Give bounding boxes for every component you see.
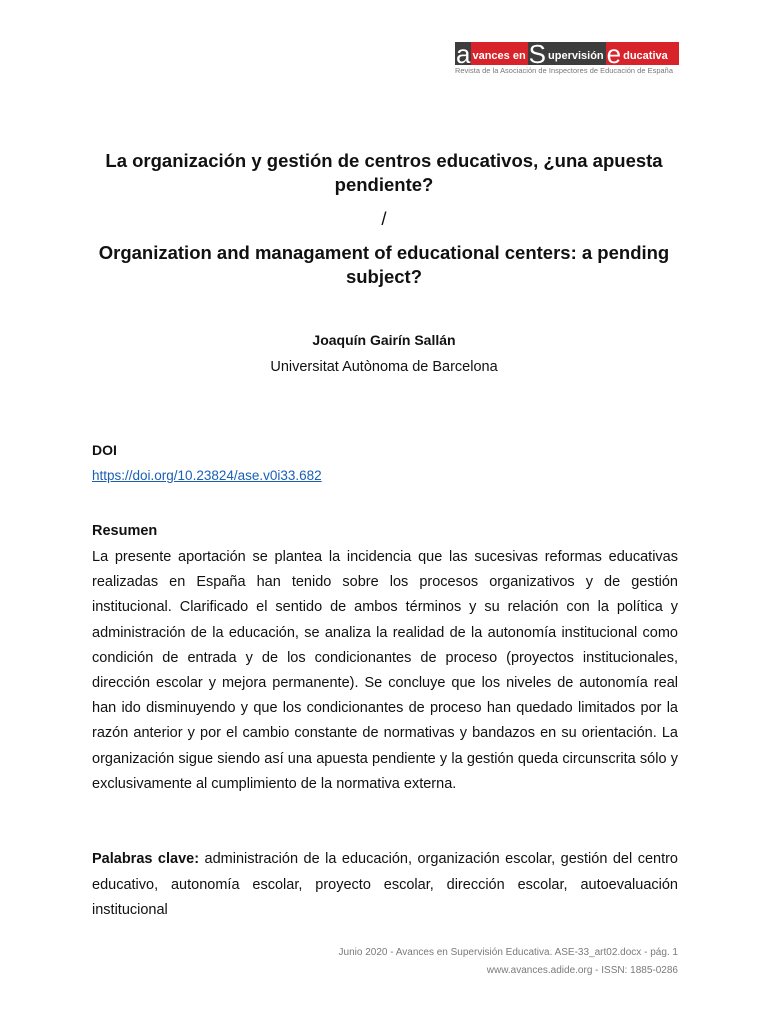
doi-label: DOI [92,442,117,458]
logo-segment-words [471,42,527,65]
title-spanish: La organización y gestión de centros educativos, ¿una apuesta pendiente? [105,150,663,195]
logo-subtitle: Revista de la Asociación de Inspectores de Educación de España [455,66,673,75]
author-name: Joaquín Gairín Sallán [312,332,456,348]
author-affiliation: Universitat Autònoma de Barcelona [270,359,498,375]
page-footer [339,944,678,980]
title-english: Organization and managament of educational centers: a pending subject? [98,242,670,287]
keywords-label: Palabras clave: [92,851,200,867]
logo-letter-s: S [528,39,547,69]
logo-letter-a: a [456,39,471,69]
logo-letter-e: e [606,39,622,69]
logo-segment-avances [455,39,471,69]
abstract-text: La presente aportación se plantea la incidencia que las sucesivas reformas educativas realizadas en España han tenido sobre los procesos organizativos y de gestión institucional. Clarificado el sentido de ambos términos y su relación con la política y administración de la educación, se analiza la realidad de la autonomía institucional como condición de entrada y de los condicionantes de proceso (proyectos institucionales, dirección escolar y mejora permanente). Se concluye que los niveles de autonomía real han ido disminuyendo y que los condicionantes de proceso han quedado limitados por la razón anterior y por el cambio constante de normativas y bandazos en su orientación. La organización sigue siendo así una apuesta pendiente y la gestión queda circunscrita sólo y exclusivamente al cumplimiento de la normativa externa. [92,549,678,792]
footer-line-2: www.avances.adide.org - ISSN: 1885-0286 [486,965,678,976]
keywords-text: administración de la educación, organización escolar, gestión del centro educativo, autonomía escolar, proyecto escolar, dirección escolar, autoevaluación institucional [92,851,678,918]
logo-bar [455,39,679,69]
logo-word-educativa: ducativa [623,50,668,62]
logo-word-avances: vances en [472,50,526,62]
keywords-paragraph [92,847,678,924]
journal-logo [455,39,679,75]
logo-segment-educativa [606,39,679,69]
doi-link[interactable]: https://doi.org/10.23824/ase.v0i33.682 [92,468,322,483]
logo-word-supervision: upervisión [548,50,604,62]
footer-line-1: Junio 2020 - Avances en Supervisión Educativa. ASE-33_art02.docx - pág. 1 [338,947,678,958]
title-separator: / [381,208,387,229]
abstract-heading: Resumen [92,523,158,539]
logo-segment-supervision [528,39,606,69]
